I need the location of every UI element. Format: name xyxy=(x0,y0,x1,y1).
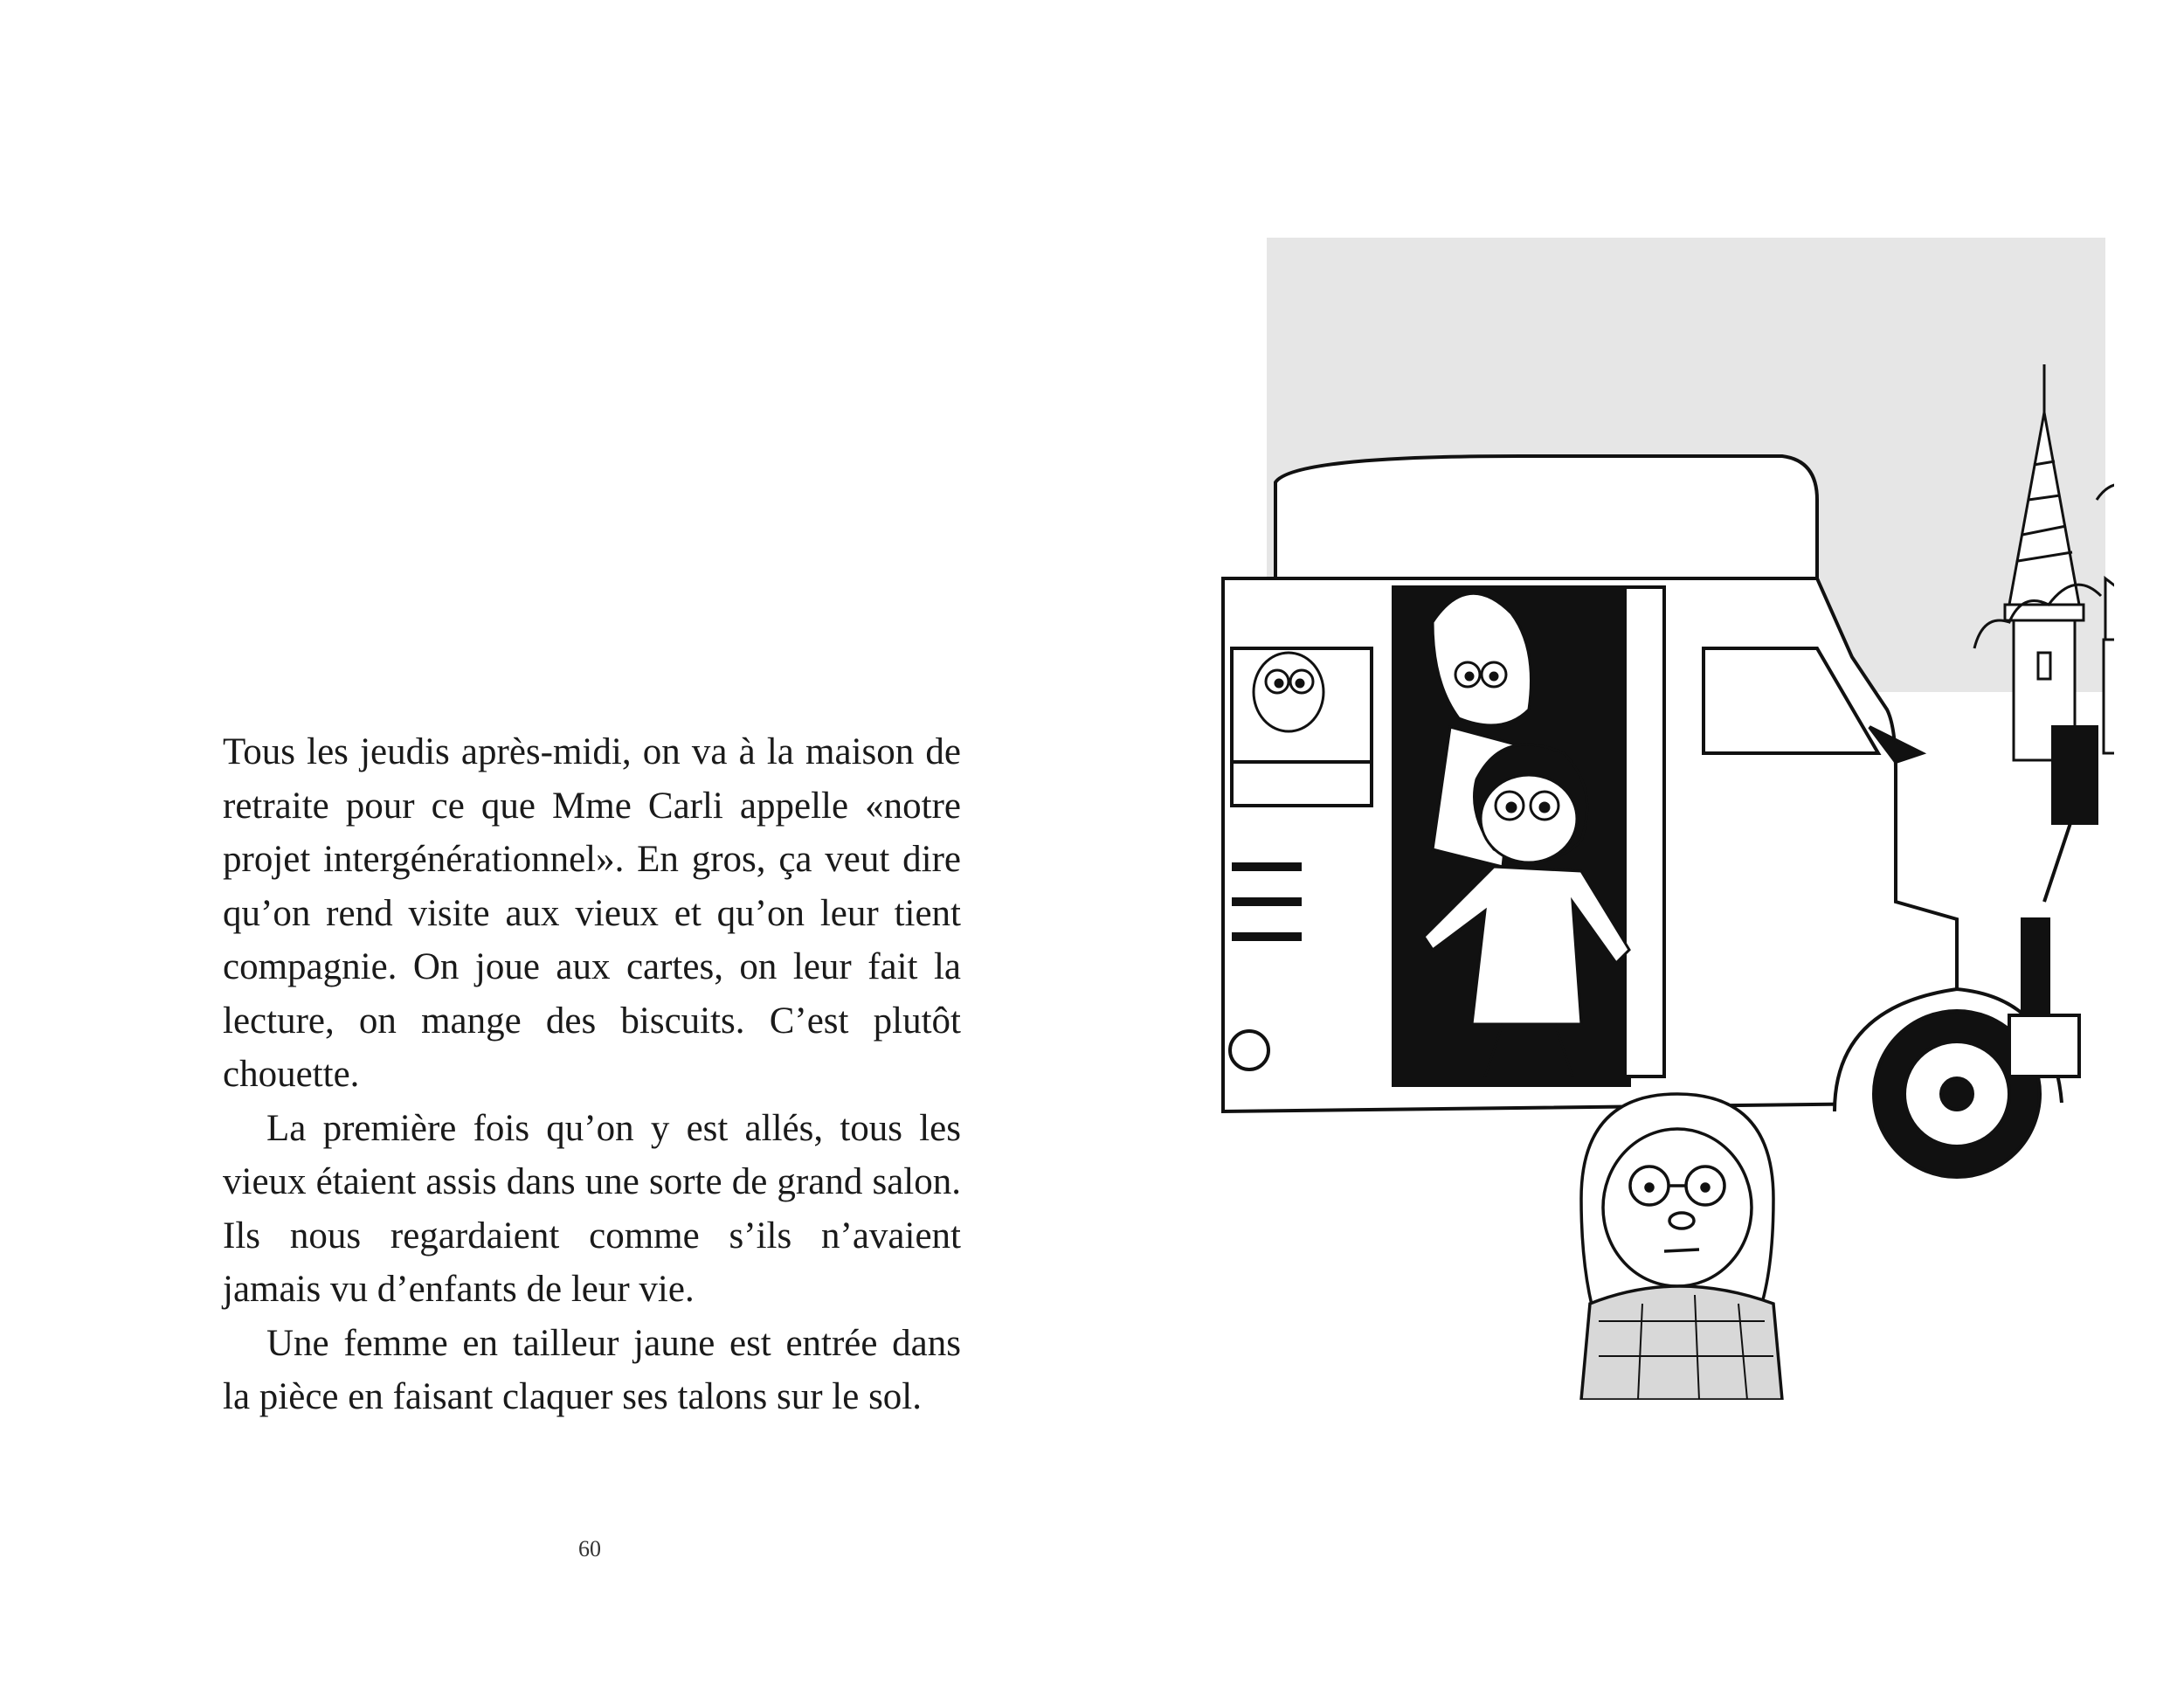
paragraph-2: La première fois qu’on y est allés, tous les vieux étaient assis dans une sorte de grand salon. Ils nous regardaient comme s’ils n’avaient jamais vu d’enfants de leur vie. xyxy=(223,1107,961,1310)
right-page xyxy=(1092,0,2184,1696)
paragraph-1: Tous les jeudis après-midi, on va à la maison de retraite pour ce que Mme Carli appelle «notre projet intergénérationnel». En gros, ça veut dire qu’on rend visite aux vieux et qu’on leur tient compagnie. On joue aux cartes, on leur fait la lecture, on mange des biscuits. C’est plutôt chouette. xyxy=(223,731,961,1095)
body-text xyxy=(223,725,961,1424)
child-at-window xyxy=(1254,653,1324,731)
page-number: 60 xyxy=(578,1536,601,1561)
paragraph-3: Une femme en tailleur jaune est entrée dans la pièce en faisant claquer ses talons sur le sol. xyxy=(223,1322,961,1417)
illustration xyxy=(1171,238,2114,1400)
foreground-child xyxy=(1581,1094,1782,1400)
ink-drawing-children-leaving-bus xyxy=(1171,238,2114,1400)
house xyxy=(2104,578,2114,753)
